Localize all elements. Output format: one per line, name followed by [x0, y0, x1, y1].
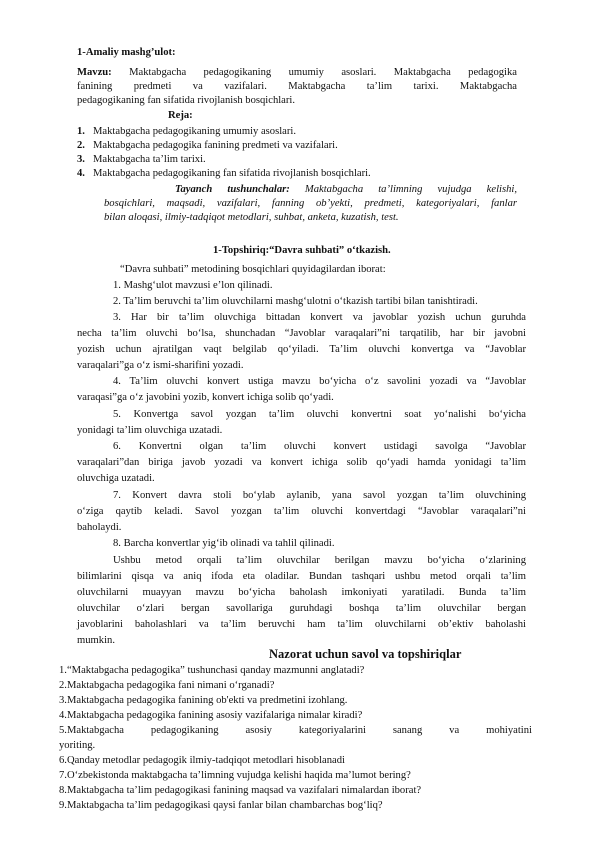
keywords-line-2: bosqichlari, maqsadi, vazifalari, fanning ob’yekti, predmeti, kategoriyalari, fanlar	[104, 198, 517, 209]
task-line: 1. Mashg‘ulot mavzusi e’lon qilinadi.	[113, 280, 273, 291]
task-line: o‘ziga qaytib keladi. Savol yozgan ta’lim oluvchi konvertdagi “Javoblar varaqalari”ni	[77, 506, 526, 517]
plan-item-number: 4.	[77, 168, 85, 179]
keywords-line-1	[175, 183, 517, 196]
task-line: oluvchilar o‘zlari bergan savollariga guruhdagi boshqa ta’lim oluvchilar bergan	[77, 603, 526, 614]
plan-item-1	[77, 125, 296, 138]
control-heading: Nazorat uchun savol va topshiriqlar	[269, 647, 462, 661]
topic-line-3: pedagogikaning fan sifatida rivojlanish bosqichlari.	[77, 95, 295, 106]
keywords-label: Tayanch tushunchalar:	[175, 184, 290, 195]
plan-item-2	[77, 139, 338, 152]
plan-item-number: 1.	[77, 126, 85, 137]
task-line: varaqasi”ga o‘z javobini yozib, konvert ichiga solib qo‘yadi.	[77, 392, 334, 403]
page-title: 1-Amaliy mashg’ulot:	[77, 47, 176, 58]
plan-item-number: 3.	[77, 154, 85, 165]
task-line: 6. Konvertni olgan ta’lim oluvchi konvert ustidagi savolga “Javoblar	[113, 441, 526, 452]
plan-item-text: Maktabgacha ta’lim tarixi.	[93, 154, 206, 165]
control-question: 8.Maktabgacha ta’lim pedagogikasi fanining maqsad va vazifalari nimalardan iborat?	[59, 785, 422, 796]
control-question: 7.O‘zbekistonda maktabgacha ta’limning vujudga kelishi haqida ma’lumot bering?	[59, 770, 411, 781]
task-line: 7. Konvert davra stoli bo‘ylab aylanib, yana savol yozgan ta’lim oluvchining	[113, 490, 526, 501]
task-line: 4. Ta’lim oluvchi konvert ustiga mavzu bo‘yicha o‘z savolini yozadi va “Javoblar	[113, 376, 526, 387]
control-question: yoriting.	[59, 740, 96, 751]
control-question: 9.Maktabgacha ta’lim pedagogikasi qaysi fanlar bilan chambarchas bog‘liq?	[59, 800, 383, 811]
control-question: 2.Maktabgacha pedagogika fani nimani o‘rganadi?	[59, 680, 275, 691]
control-question: 3.Maktabgacha pedagogika fanining ob'ekti va predmetini izohlang.	[59, 695, 348, 706]
keywords-text-1: Maktabgacha ta’limning vujudga kelishi,	[304, 184, 517, 195]
task-line: varaqalari”dan biriga javob yozadi va konvert ichiga solib qo‘yadi hamda yonidagi ta’lim	[77, 457, 526, 468]
control-question: 4.Maktabgacha pedagogika fanining asosiy vazifalariga nimalar kiradi?	[59, 710, 363, 721]
task-line: 8. Barcha konvertlar yig‘ib olinadi va tahlil qilinadi.	[113, 538, 335, 549]
task-line: bilimlarini qisqa va aniq ifoda eta oladilar. Bundan tashqari ushbu metod orqali ta’lim	[77, 571, 526, 582]
task-line: necha ta’lim oluvchi bo‘lsa, shunchadan “Javoblar varaqalari”ni tarqatilib, har bir javobni	[77, 328, 526, 339]
plan-item-3	[77, 153, 206, 166]
topic-line-2: fanining predmeti va vazifalari. Maktabgacha ta’lim tarixi. Maktabgacha	[77, 81, 517, 92]
task-line: yonidagi ta’lim oluvchiga uzatadi.	[77, 425, 223, 436]
plan-item-text: Maktabgacha pedagogikaning umumiy asoslari.	[93, 126, 296, 137]
keywords-line-3: bilan aloqasi, ilmiy-tadqiqot metodlari, suhbat, anketa, kuzatish, test.	[104, 212, 399, 223]
topic-text-1: Maktabgacha pedagogikaning umumiy asoslari. Maktabgacha pedagogika	[129, 67, 517, 78]
control-question: 5.Maktabgacha pedagogikaning asosiy kategoriyalarini sanang va mohiyatini	[59, 725, 532, 736]
task-heading: 1-Topshiriq:“Davra suhbati” o‘tkazish.	[213, 245, 391, 256]
plan-item-number: 2.	[77, 140, 85, 151]
task-line: oluvchiga uzatadi.	[77, 473, 155, 484]
plan-item-text: Maktabgacha pedagogikaning fan sifatida rivojlanish bosqichlari.	[93, 168, 371, 179]
task-line: varaqalari”ga o‘z ismi-sharifini yozadi.	[77, 360, 244, 371]
task-line: javoblarini baholashlari va ta’lim beruvchi ham ta’lim oluvchilarni ob’ektiv baholashi	[77, 619, 526, 630]
plan-label: Reja:	[168, 110, 193, 121]
task-intro: “Davra suhbati” metodining bosqichlari quyidagilardan iborat:	[120, 264, 386, 275]
task-line: Ushbu metod orqali ta’lim oluvchilar berilgan mavzu bo‘yicha o‘zlarining	[113, 555, 526, 566]
task-line: yozish uchun ajratilgan vaqt belgilab qo‘yiladi. Ta’lim oluvchi konvertga va “Javoblar	[77, 344, 526, 355]
plan-item-text: Maktabgacha pedagogika fanining predmeti va vazifalari.	[93, 140, 338, 151]
topic-label: Mavzu:	[77, 67, 112, 78]
plan-item-4	[77, 167, 371, 180]
topic-line-1	[77, 66, 517, 79]
task-line: oluvchilarni muayyan mavzu bo‘yicha baholash imkoniyati yaratiladi. Bunda ta’lim	[77, 587, 526, 598]
task-line: 5. Konvertga savol yozgan ta’lim oluvchi konvertni soat yo‘nalishi bo‘yicha	[113, 409, 526, 420]
task-line: 2. Ta’lim beruvchi ta’lim oluvchilarni mashg‘ulotni o‘tkazish tartibi bilan tanishtiradi.	[113, 296, 478, 307]
task-line: 3. Har bir ta’lim oluvchiga bittadan konvert va javoblar yozish uchun guruhda	[113, 312, 526, 323]
control-question: 1.“Maktabgacha pedagogika” tushunchasi qanday mazmunni anglatadi?	[59, 665, 365, 676]
task-line: baholaydi.	[77, 522, 122, 533]
control-question: 6.Qanday metodlar pedagogik ilmiy-tadqiqot metodlari hisoblanadi	[59, 755, 345, 766]
task-line: mumkin.	[77, 635, 115, 646]
